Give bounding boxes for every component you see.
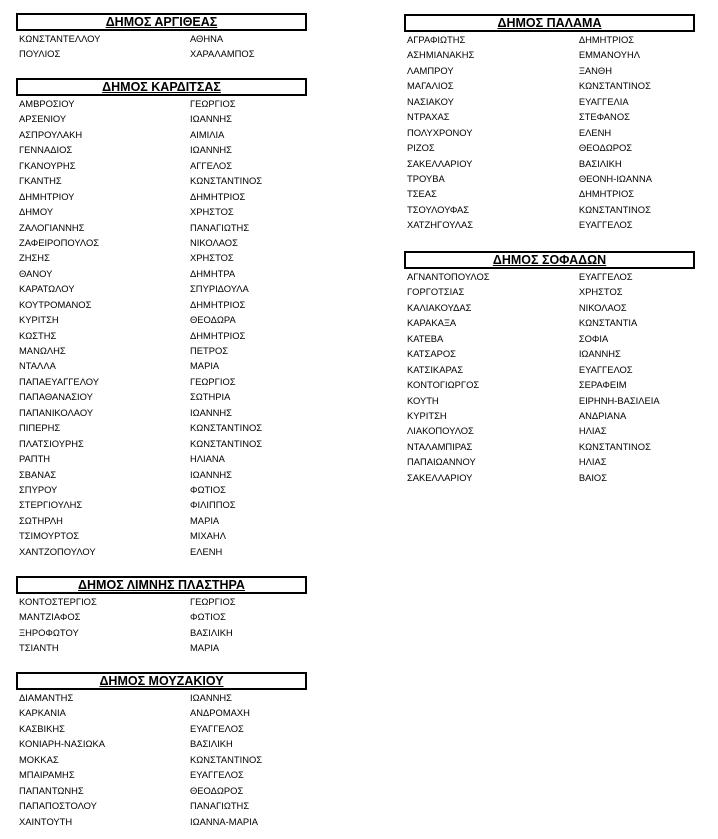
first-name-cell: ΕΥΑΓΓΕΛΟΣ [578,271,633,282]
surname-cell: ΖΗΣΗΣ [19,252,50,264]
table-row [404,300,696,315]
table-row [16,721,308,736]
section-limni-plastira [16,576,308,656]
table-row [16,528,308,543]
section-karditsa [16,78,308,559]
first-name-cell: ΦΩΤΙΟΣ [190,611,226,623]
first-name-cell: ΚΩΝΣΤΑΝΤΙΝΟΣ [190,753,263,765]
section-sofades [404,251,696,485]
surname-cell: ΚΩΣΤΗΣ [19,329,57,341]
first-name-cell: ΣΩΤΗΡΙΑ [190,391,231,403]
first-name-cell: ΠΕΤΡΟΣ [190,345,229,356]
first-name-cell: ΑΝΔΡΙΑΝΑ [578,409,627,421]
section-header: ΔΗΜΟΣ ΚΑΡΔΙΤΣΑΣ [16,78,307,96]
table-row [404,94,696,109]
table-row [404,284,696,299]
table-row [16,235,308,250]
first-name-cell: ΚΩΝΣΤΑΝΤΙΑ [578,317,638,329]
table-row [16,111,308,126]
surname-cell: ΝΤΡΑΧΑΣ [407,111,450,123]
table-row [16,705,308,720]
surname-cell: ΚΟΥΤΗ [407,394,439,406]
first-name-cell: ΘΕΟΔΩΡΑ [190,314,236,326]
surname-cell: ΤΡΟΥΒΑ [407,172,445,184]
table-row [16,752,308,767]
first-name-cell: ΝΙΚΟΛΑΟΣ [190,236,238,248]
table-row [16,142,308,157]
first-name-cell: ΦΙΛΙΠΠΟΣ [190,499,236,511]
surname-cell: ΣΑΚΕΛΛΑΡΙΟΥ [407,157,473,169]
table-row [16,513,308,528]
table-row [16,250,308,265]
table-row [404,423,696,438]
table-row [16,640,308,655]
table-row [16,497,308,512]
surname-cell: ΣΤΕΡΓΙΟΥΛΗΣ [19,499,83,511]
surname-cell: ΝΑΣΙΑΚΟΥ [407,95,454,107]
surname-cell: ΛΙΑΚΟΠΟΥΛΟΣ [407,425,474,437]
first-name-cell: ΗΛΙΑΣ [578,425,607,437]
surname-cell: ΑΓΡΑΦΙΩΤΗΣ [407,34,466,45]
table-row [404,439,696,454]
surname-cell: ΔΗΜΟΥ [19,206,54,218]
first-name-cell: ΒΑΙΟΣ [578,471,608,483]
section-header: ΔΗΜΟΣ ΣΟΦΑΔΩΝ [404,251,695,269]
surname-cell: ΠΑΠΑΙΩΑΝΝΟΥ [407,456,476,468]
surname-cell: ΚΑΣΒΙΚΗΣ [19,722,65,734]
first-name-cell: ΚΩΝΣΤΑΝΤΙΝΟΣ [190,437,263,449]
section-rows [16,96,308,559]
surname-cell: ΜΠΑΙΡΑΜΗΣ [19,769,75,781]
first-name-cell: ΙΩΑΝΝΗΣ [190,113,232,125]
surname-cell: ΠΑΠΑΝΤΩΝΗΣ [19,784,84,796]
first-name-cell: ΦΩΤΙΟΣ [190,483,226,495]
surname-cell: ΚΟΝΤΟΣΤΕΡΓΙΟΣ [19,596,97,607]
surname-cell: ΣΠΥΡΟΥ [19,483,58,495]
first-name-cell: ΝΙΚΟΛΑΟΣ [578,301,627,313]
surname-cell: ΑΓΝΑΝΤΟΠΟΥΛΟΣ [407,271,490,282]
first-name-cell: ΕΥΑΓΓΕΛΟΣ [578,363,633,375]
table-row [404,315,696,330]
table-row [16,343,308,358]
surname-cell: ΜΑΓΑΛΙΟΣ [407,80,454,92]
surname-cell: ΘΑΝΟΥ [19,267,53,279]
table-row [16,31,308,46]
section-rows [16,594,308,656]
table-row [16,389,308,404]
section-header: ΔΗΜΟΣ ΛΙΜΝΗΣ ΠΛΑΣΤΗΡΑ [16,576,307,594]
surname-cell: ΚΟΝΙΑΡΗ-ΝΑΣΙΩΚΑ [19,738,105,750]
first-name-cell: ΧΡΗΣΤΟΣ [578,286,623,298]
first-name-cell: ΜΑΡΙΑ [190,642,220,654]
surname-cell: ΚΑΡΚΑΝΙΑ [19,707,66,719]
first-name-cell: ΕΥΑΓΓΕΛΟΣ [190,722,244,734]
table-row [16,297,308,312]
surname-cell: ΓΚΑΝΟΥΡΗΣ [19,159,76,171]
surname-cell: ΖΑΦΕΙΡΟΠΟΥΛΟΣ [19,236,100,248]
first-name-cell: ΣΤΕΦΑΝΟΣ [578,111,630,123]
section-header: ΔΗΜΟΣ ΜΟΥΖΑΚΙΟΥ [16,672,307,690]
surname-cell: ΠΑΠΑΝΙΚΟΛΑΟΥ [19,406,94,418]
first-name-cell: ΙΩΑΝΝΗΣ [578,348,621,360]
table-row [16,436,308,451]
surname-cell: ΠΟΥΛΙΟΣ [19,48,61,60]
surname-cell: ΣΑΚΕΛΛΑΡΙΟΥ [407,471,473,483]
table-row [404,125,696,140]
first-name-cell: ΑΘΗΝΑ [190,33,224,44]
table-row [404,202,696,217]
section-rows [404,32,696,233]
first-name-cell: ΙΩΑΝΝΗΣ [190,468,232,480]
surname-cell: ΤΣΙΜΟΥΡΤΟΣ [19,530,80,542]
table-row [16,204,308,219]
section-argithea [16,13,308,62]
first-name-cell: ΒΑΣΙΛΙΚΗ [190,626,233,638]
surname-cell: ΤΣΟΥΛΟΥΦΑΣ [407,203,470,215]
table-row [16,173,308,188]
table-row [404,47,696,62]
surname-cell: ΠΑΠΑΠΟΣΤΟΛΟΥ [19,800,97,812]
table-row [16,625,308,640]
table-row [16,328,308,343]
table-row [404,454,696,469]
first-name-cell: ΙΩΑΝΝΑ-ΜΑΡΙΑ [190,815,258,827]
surname-cell: ΤΣΕΑΣ [407,188,437,200]
first-name-cell: ΗΛΙΑΣ [578,456,607,468]
table-row [404,408,696,423]
first-name-cell: ΓΕΩΡΓΙΟΣ [190,596,236,607]
surname-cell: ΑΣΗΜΙΑΝΑΚΗΣ [407,49,475,61]
first-name-cell: ΘΕΟΔΩΡΟΣ [190,784,244,796]
surname-cell: ΤΣΙΑΝΤΗ [19,642,59,654]
section-mouzaki [16,672,308,829]
first-name-cell: ΜΙΧΑΗΛ [190,530,226,542]
surname-cell: ΚΑΡΑΚΑΞΑ [407,317,457,329]
first-name-cell: ΚΩΝΣΤΑΝΤΙΝΟΣ [190,422,263,434]
surname-cell: ΑΜΒΡΟΣΙΟΥ [19,98,75,109]
first-name-cell: ΞΑΝΘΗ [578,64,612,76]
first-name-cell: ΔΗΜΗΤΡΙΟΣ [190,329,246,341]
first-name-cell: ΔΗΜΗΤΡΙΟΣ [190,298,246,310]
table-row [16,158,308,173]
table-row [404,377,696,392]
first-name-cell: ΕΜΜΑΝΟΥΗΛ [578,49,640,61]
table-row [404,217,696,232]
table-row [16,266,308,281]
surname-cell: ΝΤΑΛΑΜΠΙΡΑΣ [407,440,473,452]
first-name-cell: ΓΕΩΡΓΙΟΣ [190,375,236,387]
first-name-cell: ΒΑΣΙΛΙΚΗ [190,738,233,750]
table-row [16,482,308,497]
surname-cell: ΚΑΛΙΑΚΟΥΔΑΣ [407,301,472,313]
table-row [16,814,308,829]
surname-cell: ΚΑΤΕΒΑ [407,332,444,344]
first-name-cell: ΧΡΗΣΤΟΣ [190,206,234,218]
table-row [16,420,308,435]
first-name-cell: ΙΩΑΝΝΗΣ [190,144,232,156]
table-row [16,798,308,813]
table-row [404,331,696,346]
surname-cell: ΚΑΡΑΤΩΛΟΥ [19,283,75,295]
first-name-cell: ΕΥΑΓΓΕΛΟΣ [578,219,633,231]
table-row [404,140,696,155]
first-name-cell: ΧΡΗΣΤΟΣ [190,252,234,264]
first-name-cell: ΕΙΡΗΝΗ-ΒΑΣΙΛΕΙΑ [578,394,660,406]
table-row [16,736,308,751]
surname-cell: ΠΙΠΕΡΗΣ [19,422,61,434]
surname-cell: ΓΕΝΝΑΔΙΟΣ [19,144,73,156]
surname-cell: ΞΗΡΟΦΩΤΟΥ [19,626,79,638]
surname-cell: ΔΗΜΗΤΡΙΟΥ [19,190,75,202]
table-row [16,281,308,296]
surname-cell: ΡΙΖΟΣ [407,142,435,154]
first-name-cell: ΙΩΑΝΝΗΣ [190,692,232,703]
surname-cell: ΠΑΠΑΘΑΝΑΣΙΟΥ [19,391,93,403]
first-name-cell: ΜΑΡΙΑ [190,514,220,526]
first-name-cell: ΚΩΝΣΤΑΝΤΙΝΟΣ [190,175,263,187]
table-row [16,127,308,142]
section-rows [16,31,308,62]
table-row [16,783,308,798]
first-name-cell: ΜΑΡΙΑ [190,360,220,372]
table-row [16,767,308,782]
surname-cell: ΠΛΑΤΣΙΟΥΡΗΣ [19,437,84,449]
table-row [404,109,696,124]
table-row [404,346,696,361]
first-name-cell: ΣΟΦΙΑ [578,332,609,344]
first-name-cell: ΚΩΝΣΤΑΝΤΙΝΟΣ [578,80,651,92]
table-row [16,467,308,482]
first-name-cell: ΓΕΩΡΓΙΟΣ [190,98,236,109]
surname-cell: ΚΑΤΣΙΚΑΡΑΣ [407,363,464,375]
surname-cell: ΚΩΝΣΤΑΝΤΕΛΛΟΥ [19,33,101,44]
section-header: ΔΗΜΟΣ ΑΡΓΙΘΕΑΣ [16,13,307,31]
table-row [16,358,308,373]
first-name-cell: ΕΛΕΝΗ [578,126,612,138]
surname-cell: ΚΥΡΙΤΣΗ [19,314,59,326]
surname-cell: ΠΑΠΑΕΥΑΓΓΕΛΟΥ [19,375,99,387]
surname-cell: ΣΒΑΝΑΣ [19,468,57,480]
surname-cell: ΛΑΜΠΡΟΥ [407,64,454,76]
surname-cell: ΚΥΡΙΤΣΗ [407,409,447,421]
table-row [16,609,308,624]
surname-cell: ΓΚΑΝΤΗΣ [19,175,62,187]
surname-cell: ΡΑΠΤΗ [19,453,51,465]
first-name-cell: ΗΛΙΑΝΑ [190,453,225,465]
table-row [16,690,308,705]
first-name-cell: ΠΑΝΑΓΙΩΤΗΣ [190,221,250,233]
first-name-cell: ΠΑΝΑΓΙΩΤΗΣ [190,800,250,812]
surname-cell: ΜΟΚΚΑΣ [19,753,59,765]
surname-cell: ΠΟΛΥΧΡΟΝΟΥ [407,126,473,138]
first-name-cell: ΕΥΑΓΓΕΛΟΣ [190,769,244,781]
surname-cell: ΔΙΑΜΑΝΤΗΣ [19,692,74,703]
first-name-cell: ΣΕΡΑΦΕΙΜ [578,379,627,391]
surname-cell: ΧΑΝΤΖΟΠΟΥΛΟΥ [19,545,96,557]
table-row [404,171,696,186]
first-name-cell: ΘΕΟΔΩΡΟΣ [578,142,633,154]
table-row [16,594,308,609]
first-name-cell: ΚΩΝΣΤΑΝΤΙΝΟΣ [578,440,651,452]
surname-cell: ΚΟΝΤΟΓΙΩΡΓΟΣ [407,379,480,391]
table-row [404,186,696,201]
first-name-cell: ΧΑΡΑΛΑΜΠΟΣ [190,48,255,60]
surname-cell: ΓΟΡΓΟΤΣΙΑΣ [407,286,465,298]
table-row [404,393,696,408]
table-row [16,312,308,327]
table-row [16,189,308,204]
table-row [16,405,308,420]
table-row [16,544,308,559]
surname-cell: ΧΑΤΖΗΓΟΥΛΑΣ [407,219,474,231]
surname-cell: ΑΣΠΡΟΥΛΑΚΗ [19,128,83,140]
first-name-cell: ΑΙΜΙΛΙΑ [190,128,225,140]
table-row [16,374,308,389]
surname-cell: ΝΤΑΛΛΑ [19,360,56,372]
surname-cell: ΜΑΝΤΖΙΑΦΟΣ [19,611,81,623]
section-header: ΔΗΜΟΣ ΠΑΛΑΜΑ [404,14,695,32]
section-rows [404,269,696,485]
section-palamas [404,14,696,233]
section-rows [16,690,308,829]
surname-cell: ΖΑΛΟΓΙΑΝΝΗΣ [19,221,85,233]
first-name-cell: ΕΥΑΓΓΕΛΙΑ [578,95,629,107]
table-row [16,451,308,466]
first-name-cell: ΔΗΜΗΤΡΙΟΣ [578,34,635,45]
table-row [404,470,696,485]
table-row [404,32,696,47]
table-row [16,96,308,111]
surname-cell: ΚΟΥΤΡΟΜΑΝΟΣ [19,298,92,310]
first-name-cell: ΔΗΜΗΤΡΑ [190,267,236,279]
table-row [404,269,696,284]
first-name-cell: ΚΩΝΣΤΑΝΤΙΝΟΣ [578,203,651,215]
table-row [404,63,696,78]
first-name-cell: ΕΛΕΝΗ [190,545,223,557]
table-row [16,220,308,235]
table-row [404,362,696,377]
table-row [404,78,696,93]
surname-cell: ΑΡΣΕΝΙΟΥ [19,113,67,125]
surname-cell: ΣΩΤΗΡΛΗ [19,514,63,526]
table-row [404,156,696,171]
first-name-cell: ΑΝΔΡΟΜΑΧΗ [190,707,250,719]
first-name-cell: ΘΕΟΝΗ-ΙΩΑΝΝΑ [578,172,652,184]
first-name-cell: ΑΓΓΕΛΟΣ [190,159,232,171]
surname-cell: ΜΑΝΩΛΗΣ [19,345,66,356]
first-name-cell: ΒΑΣΙΛΙΚΗ [578,157,622,169]
table-row [16,46,308,61]
surname-cell: ΧΑΙΝΤΟΥΤΗ [19,815,73,827]
first-name-cell: ΔΗΜΗΤΡΙΟΣ [190,190,246,202]
surname-cell: ΚΑΤΣΑΡΟΣ [407,348,456,360]
first-name-cell: ΣΠΥΡΙΔΟΥΛΑ [190,283,249,295]
first-name-cell: ΔΗΜΗΤΡΙΟΣ [578,188,635,200]
first-name-cell: ΙΩΑΝΝΗΣ [190,406,232,418]
